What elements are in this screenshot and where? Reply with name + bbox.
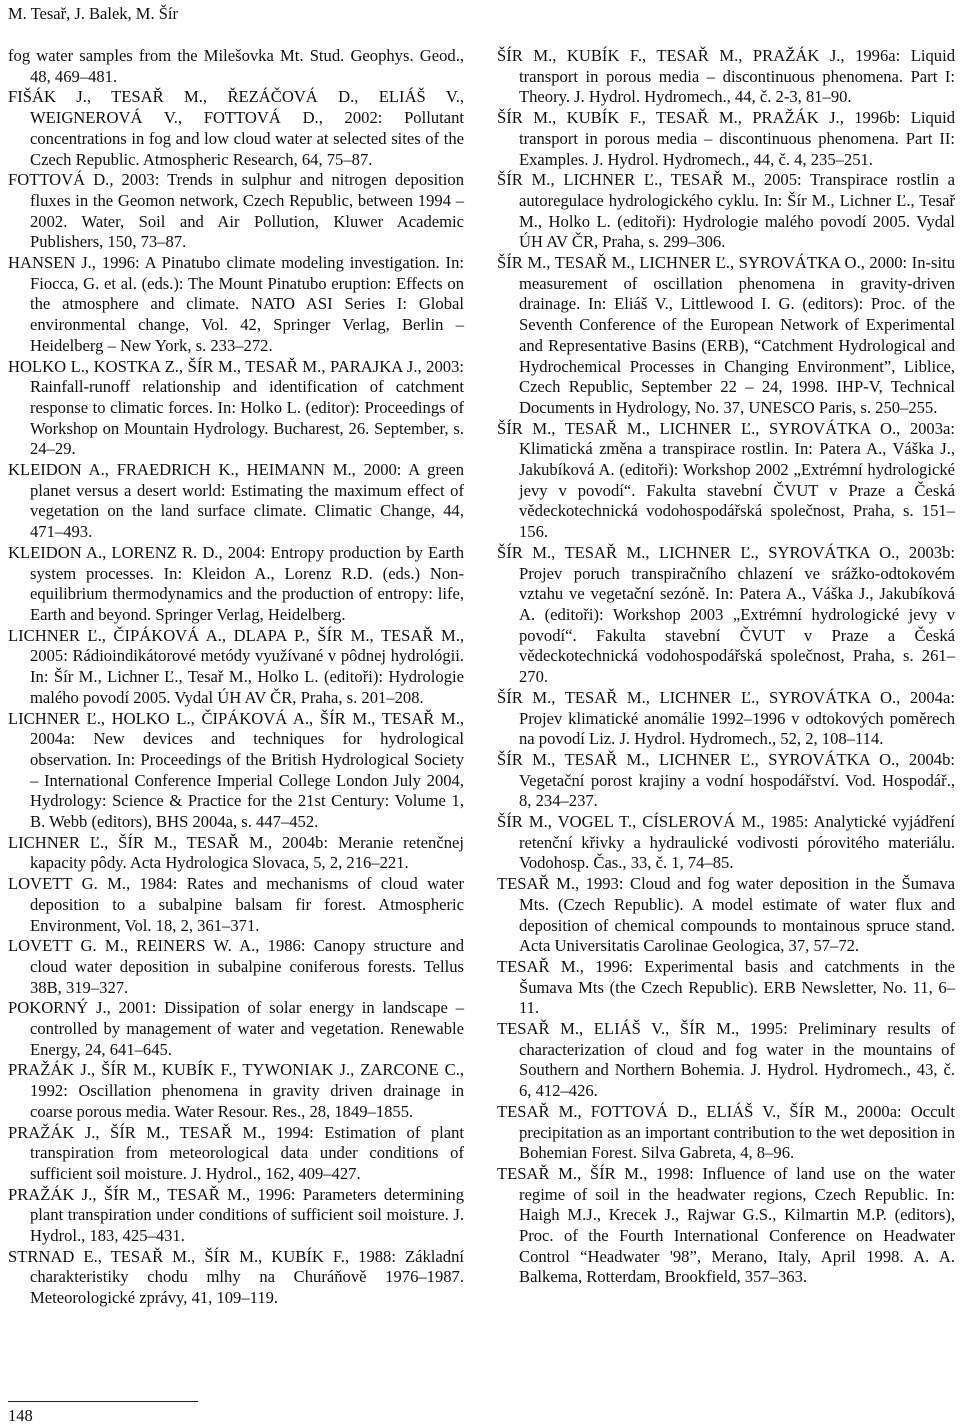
- reference-entry: ŠÍR M., TESAŘ M., LICHNER Ľ., SYROVÁTKA O., 2004a: Projev klimatické anomálie 1992–1996 v odtokových poměrech na povodí Liz. J. Hydrol. Hydromech., 52, 2, 108–114.: [497, 687, 955, 749]
- reference-entry: LICHNER Ľ., HOLKO L., ČIPÁKOVÁ A., ŠÍR M., TESAŘ M., 2004a: New devices and techniques for hydrological observation. In: Proceedings of the British Hydrological Society – International Conference Imperial College London July 2004, Hydrology: Science & Practice for the 21st Century: Volume 1, B. Webb (editors), BHS 2004a, s. 447–452.: [8, 708, 464, 832]
- reference-entry: PRAŽÁK J., ŠÍR M., TESAŘ M., 1996: Parameters determining plant transpiration under conditions of sufficient soil moisture. J. Hydrol., 183, 425–431.: [8, 1184, 464, 1246]
- right-column: [497, 46, 955, 1288]
- reference-entry: KLEIDON A., LORENZ R. D., 2004: Entropy production by Earth system processes. In: Kleidon A., Lorenz R.D. (eds.) Non-equilibrium thermodynamics and the production of entropy: life, Earth and beyond. Springer Verlag, Heidelberg.: [8, 542, 464, 624]
- reference-entry: ŠÍR M., TESAŘ M., LICHNER Ľ., SYROVÁTKA O., 2000: In-situ measurement of oscillation phenomena in gravity-driven drainage. In: Eliáš V., Littlewood I. G. (editors): Proc. of the Seventh Conference of the European Network of Experimental and Representative Basins (ERB), “Catchment Hydrological and Hydrochemical Processes in Changing Environment”, Liblice, Czech Republic, September 22 – 24, 1998. IHP-V, Technical Documents in Hydrology, No. 37, UNESCO Paris, s. 250–255.: [497, 253, 955, 417]
- reference-entry: LOVETT G. M., REINERS W. A., 1986: Canopy structure and cloud water deposition in subalpine coniferous forests. Tellus 38B, 319–327.: [8, 936, 464, 997]
- reference-entry: TESAŘ M., 1996: Experimental basis and catchments in the Šumava Mts (the Czech Republic). ERB Newsletter, No. 11, 6–11.: [497, 956, 955, 1018]
- reference-entry: ŠÍR M., KUBÍK F., TESAŘ M., PRAŽÁK J., 1996a: Liquid transport in porous media – discontinuous phenomena. Part I: Theory. J. Hydrol. Hydromech., 44, č. 2-3, 81–90.: [497, 46, 955, 107]
- reference-entry: HOLKO L., KOSTKA Z., ŠÍR M., TESAŘ M., PARAJKA J., 2003: Rainfall-runoff relationship and identification of catchment response to climatic forces. In: Holko L. (editor): Proceedings of Workshop on Mountain Hydrology. Bucharest, 26. September, s. 24–29.: [8, 356, 464, 459]
- reference-entry: FIŠÁK J., TESAŘ M., ŘEZÁČOVÁ D., ELIÁŠ V., WEIGNEROVÁ V., FOTTOVÁ D., 2002: Pollutant concentrations in fog and low cloud water at selected sites of the Czech Republic. Atmospheric Research, 64, 75–87.: [8, 87, 464, 169]
- reference-entry: POKORNÝ J., 2001: Dissipation of solar energy in landscape – controlled by management of water and vegetation. Renewable Energy, 24, 641–645.: [8, 998, 464, 1059]
- reference-entry: ŠÍR M., TESAŘ M., LICHNER Ľ., SYROVÁTKA O., 2003b: Projev poruch transpiračního chlazení ve srážko-odtokovém vztahu ve vegetační sezóně. In: Patera A., Váška J., Jakubíková A. (editoři): Workshop 2003 „Extrémní hydrologické jevy v povodí“. Fakulta stavební ČVUT v Praze a Česká vědeckotechnická vodohospodářská společnost, Praha, s. 261–270.: [497, 542, 955, 687]
- reference-entry: TESAŘ M., FOTTOVÁ D., ELIÁŠ V., ŠÍR M., 2000a: Occult precipitation as an important contribution to the wet deposition in Bohemian Forest. Silva Gabreta, 4, 8–96.: [497, 1101, 955, 1163]
- reference-entry: KLEIDON A., FRAEDRICH K., HEIMANN M., 2000: A green planet versus a desert world: Estimating the maximum effect of vegetation on the land surface climate. Climatic Change, 44, 471–493.: [8, 460, 464, 542]
- reference-entry: fog water samples from the Milešovka Mt. Stud. Geophys. Geod., 48, 469–481.: [8, 46, 464, 86]
- page-number: 148: [8, 1406, 33, 1425]
- left-column: [8, 46, 464, 1309]
- running-head: M. Tesař, J. Balek, M. Šír: [8, 4, 178, 23]
- reference-entry: ŠÍR M., TESAŘ M., LICHNER Ľ., SYROVÁTKA O., 2004b: Vegetační porost krajiny a vodní hospodářství. Vod. Hospodář., 8, 234–237.: [497, 749, 955, 811]
- reference-entry: LICHNER Ľ., ČIPÁKOVÁ A., DLAPA P., ŠÍR M., TESAŘ M., 2005: Rádioindikátorové metódy využívané v pôdnej hydrológii. In: Šír M., Lichner Ľ., Tesař M., Holko L. (editoři): Hydrologie malého povodí 2005. Vydal ÚH AV ČR, Praha, s. 201–208.: [8, 625, 464, 707]
- reference-entry: TESAŘ M., 1993: Cloud and fog water deposition in the Šumava Mts. (Czech Republic). A model estimate of water flux and deposition of chemical compounds to montainous spruce stand. Acta Universitatis Carolinae Geologica, 37, 57–72.: [497, 874, 955, 956]
- reference-entry: LOVETT G. M., 1984: Rates and mechanisms of cloud water deposition to a subalpine balsam fir forest. Atmospheric Environment, Vol. 18, 2, 361–371.: [8, 874, 464, 935]
- footer-divider: [8, 1401, 198, 1402]
- reference-entry: ŠÍR M., TESAŘ M., LICHNER Ľ., SYROVÁTKA O., 2003a: Klimatická změna a transpirace rostlin. In: Patera A., Váška J., Jakubíková A. (editoři): Workshop 2002 „Extrémní hydrologické jevy v povodí“. Fakulta stavební ČVUT v Praze a Česká vědeckotechnická vodohospodářská společnost, Praha, s. 151–156.: [497, 418, 955, 542]
- reference-entry: HANSEN J., 1996: A Pinatubo climate modeling investigation. In: Fiocca, G. et al. (eds.): The Mount Pinatubo eruption: Effects on the atmosphere and climate. NATO ASI Series I: Global environmental change, Vol. 42, Springer Verlag, Berlin – Heidelberg – New York, s. 233–272.: [8, 253, 464, 355]
- reference-entry: STRNAD E., TESAŘ M., ŠÍR M., KUBÍK F., 1988: Základní charakteristiky chodu mlhy na Churáňově 1976–1987. Meteorologické zprávy, 41, 109–119.: [8, 1246, 464, 1308]
- reference-entry: TESAŘ M., ŠÍR M., 1998: Influence of land use on the water regime of soil in the headwater regions, Czech Republic. In: Haigh M.J., Krecek J., Rajwar G.S., Kilmartin M.P. (editors), Proc. of the Fourth International Conference on Headwater Control “Headwater '98”, Merano, Italy, April 1998. A. A. Balkema, Rotterdam, Brookfield, 357–363.: [497, 1163, 955, 1287]
- reference-entry: PRAŽÁK J., ŠÍR M., KUBÍK F., TYWONIAK J., ZARCONE C., 1992: Oscillation phenomena in gravity driven drainage in coarse porous media. Water Resour. Res., 28, 1849–1855.: [8, 1060, 464, 1121]
- reference-entry: FOTTOVÁ D., 2003: Trends in sulphur and nitrogen deposition fluxes in the Geomon network, Czech Republic, between 1994 – 2002. Water, Soil and Air Pollution, Kluwer Academic Publishers, 150, 73–87.: [8, 170, 464, 252]
- reference-entry: ŠÍR M., LICHNER Ľ., TESAŘ M., 2005: Transpirace rostlin a autoregulace hydrologického cyklu. In: Šír M., Lichner Ľ., Tesař M., Holko L. (editoři): Hydrologie malého povodí 2005. Vydal ÚH AV ČR, Praha, s. 299–306.: [497, 170, 955, 252]
- reference-entry: ŠÍR M., VOGEL T., CÍSLEROVÁ M., 1985: Analytické vyjádření retenční křivky a hydraulické vodivosti pórovitého materiálu. Vodohosp. Čas., 33, č. 1, 74–85.: [497, 812, 955, 873]
- reference-entry: TESAŘ M., ELIÁŠ V., ŠÍR M., 1995: Preliminary results of characterization of cloud and fog water in the mountains of Southern and Northern Bohemia. J. Hydrol. Hydromech., 43, č. 6, 412–426.: [497, 1019, 955, 1101]
- reference-entry: PRAŽÁK J., ŠÍR M., TESAŘ M., 1994: Estimation of plant transpiration from meteorological data under conditions of sufficient soil moisture. J. Hydrol., 162, 409–427.: [8, 1122, 464, 1183]
- reference-entry: LICHNER Ľ., ŠÍR M., TESAŘ M., 2004b: Meranie retenčnej kapacity pôdy. Acta Hydrologica Slovaca, 5, 2, 216–221.: [8, 832, 464, 873]
- reference-entry: ŠÍR M., KUBÍK F., TESAŘ M., PRAŽÁK J., 1996b: Liquid transport in porous media – discontinuous phenomena. Part II: Examples. J. Hydrol. Hydromech., 44, č. 4, 235–251.: [497, 108, 955, 169]
